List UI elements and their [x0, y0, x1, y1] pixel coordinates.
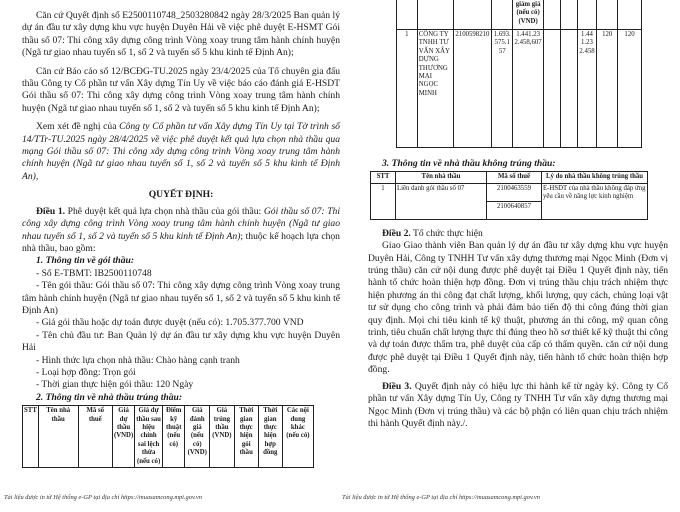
loser-tax-1: 2100463559: [487, 183, 542, 201]
col-eval-price: Giá đánh giá (nếu có) (VND): [185, 406, 210, 468]
col-contract-time: Thời gian thực hiện hợp đồng: [258, 406, 282, 468]
section-2-title: 2. Thông tin về nhà thầu trúng thầu:: [36, 391, 183, 403]
decision-title: QUYẾT ĐỊNH:: [148, 189, 214, 201]
left-column: [22, 0, 340, 468]
article-3: [368, 381, 668, 431]
info-package-name: - Tên gói thầu: Gói thầu số 07: Thi công xây dựng công trình Vòng xoay trung tâm hành chính huyện (Ngã tư giao nhau tuyến số 1, số 2 và tuyến số 5 khu kinh tế Định An): [22, 280, 341, 316]
col-stt: STT: [23, 406, 39, 468]
winner-discount: 1.441.232.458,607: [513, 30, 544, 148]
winner-name: CÔNG TY TNHH TƯ VẤN XÂY DỰNG THƯƠNG MẠI NGỌC MINH: [417, 30, 453, 148]
loser-col-reason: Lý do nhà thầu không trúng thầu: [542, 172, 648, 183]
loser-tax-2: 2100640857: [487, 201, 542, 219]
section-3-title: 3. Thông tin về nhà thầu không trúng thầu:: [382, 158, 556, 169]
winner-bid: 1.693.575.157: [492, 30, 513, 148]
loser-table: [370, 171, 648, 219]
winner-table-header: [22, 405, 314, 468]
winner-days-1: 120: [597, 30, 618, 148]
para3-lead: Xem xét đề nghị của: [36, 121, 120, 133]
article-1-italic: Gói thầu số 07: Thi công xây dựng công trình Vòng xoay trung tâm hành chính huyện (Ngã tư giao nhau tuyến số 1, số 2 và tuyến số 5 khu kinh tế Định An): [22, 205, 340, 242]
winner-stt: 1: [397, 30, 418, 148]
table-row: [397, 30, 642, 148]
loser-col-tax: Mã số thuế: [487, 172, 542, 183]
table-row: [23, 406, 314, 468]
loser-col-stt: STT: [371, 172, 396, 183]
table-row: [397, 0, 642, 30]
loser-name: Liên danh gói thầu số 07: [396, 183, 487, 219]
info-contract-type: - Loại hợp đồng: Trọn gói: [36, 366, 136, 378]
col-tech-score: Điểm kỹ thuật (nếu có): [163, 406, 185, 468]
winner-table-continued: [396, 0, 642, 148]
col-award-price: Giá trúng thầu (VND): [210, 406, 235, 468]
article-2-text: Tổ chức thực hiện: [410, 227, 483, 239]
col-tax: Mã số thuế: [78, 406, 112, 468]
table-row: [371, 172, 648, 183]
col-other: Các nội dung khác (nếu có): [282, 406, 313, 468]
para3-italic: Công ty Cổ phần tư vấn Xây dựng Tín Uy tại Tờ trình số 14/TTr-TU.2025 ngày 28/4/2025 về việc phê duyệt kết quả lựa chọn nhà thầu qua mạng Gói thầu số 07: Thi công xây dựng công trình Vòng xoay trung tâm hành chính huyện (Ngã tư giao nhau tuyến số 1, số 2 và tuyến số 5 khu kinh tế Định An),: [22, 121, 340, 182]
loser-col-name: Tên nhà thầu: [396, 172, 487, 183]
col-corrected: Giá dự thầu sau hiệu chỉnh sai lệch thừa (nếu có): [135, 406, 163, 468]
basis-paragraph-2: Căn cứ Báo cáo số 12/BCĐG-TU.2025 ngày 23/4/2025 của Tổ chuyên gia đấu thầu Công ty Cổ phần tư vấn Xây dựng Tín Uy về việc báo cáo đánh giá E-HSDT Gói thầu số 07: Thi công xây dựng công trình Vòng xoay trung tâm hành chính huyện (Ngã tư giao nhau tuyến số 1, số 2 và tuyến số 5 khu kinh tế Định An);: [22, 65, 340, 114]
info-etbmt: - Số E-TBMT: IB2500110748: [36, 267, 152, 279]
winner-days-2: 120: [618, 30, 642, 148]
article-2-heading: [368, 228, 668, 240]
article-1-tail: ; thuộc kế hoạch lựa chọn nhà thầu, bao gồm:: [22, 230, 340, 254]
col-name: Tên nhà thầu: [38, 406, 78, 468]
article-2-body: Giao Giao thành viên Ban quản lý dự án đầu tư xây dựng khu vực huyện Duyên Hải, Công ty TNHH Tư vấn xây dựng thương mại Ngọc Minh (Đơn vị trúng thầu) căn cứ nội dung được phê duyệt tại Điều 1 Quyết định này, tiến hành tổ chức hoàn thiện hợp đồng. Đơn vị trúng thầu chịu trách nhiệm thực hiện phương án thi công đạt chất lượng, khối lượng, quy cách, chủng loại vật tư sử dụng cho công trình và phải đảm bảo tiến độ thi công đúng thời gian quy định. Mọi chi tiêu kinh tế kỹ thuật, phương án thi công, mỹ quan công trình, tiêu chuẩn chất lượng thực thi đúng theo hồ sơ thiết kế kỹ thuật thi công và dự toán được thẩm tra, phê duyệt của cấp có thẩm quyền. căn cứ nội dung được phê duyệt tại Điều 1 Quyết định này, tiến hành tổ chức hoàn thiện hợp đồng.: [368, 240, 668, 376]
info-selection-form: - Hình thức lựa chọn nhà thầu: Chào hàng cạnh tranh: [36, 354, 240, 366]
article-1-label: Điều 1.: [36, 205, 66, 217]
right-footer: Tài liệu được in từ Hệ thống e-GP tại địa chỉ https://muasamcong.mpi.gov.vn: [342, 494, 540, 501]
right-column: [368, 0, 668, 430]
info-duration: - Thời gian thực hiện gói thầu: 120 Ngày: [36, 379, 194, 391]
col-pkg-time: Thời gian thực hiện gói thầu: [234, 406, 258, 468]
col-bid: Giá dự thầu (VND): [112, 406, 134, 468]
basis-paragraph-3: [22, 121, 340, 183]
right-page: [340, 0, 680, 512]
article-1-text: Phê duyệt kết quả lựa chọn nhà thầu của gói thầu:: [65, 205, 264, 217]
loser-stt: 1: [371, 183, 396, 219]
article-3-label: Điều 3.: [382, 380, 412, 392]
info-investor: - Tên chủ đầu tư: Ban Quản lý dự án đầu tư xây dựng khu vực huyện Duyên Hải: [22, 329, 340, 354]
section-1-title: 1. Thông tin về gói thầu:: [36, 255, 135, 267]
winner-price: 1.441.232.458: [577, 30, 597, 148]
left-footer: Tài liệu được in từ Hệ thống e-GP tại địa chỉ https://muasamcong.mpi.gov.vn: [4, 494, 202, 501]
table-row: [371, 183, 648, 201]
info-package-price: - Giá gói thầu hoặc dự toán được duyệt (nếu có): 1.705.377.700 VND: [36, 317, 304, 329]
article-1: [22, 206, 340, 256]
col-discount: giảm giá (nếu có) (VND): [513, 0, 544, 30]
basis-paragraph-1: Căn cứ Quyết định số E2500110748_2503280842 ngày 28/3/2025 Ban quản lý dự án đầu tư xây dựng khu vực huyện Duyên Hải về việc phê duyệt E-HSMT Gói thầu số 07: Thi công xây dựng công trình Vòng xoay trung tâm hành chính huyện (Ngã tư giao nhau tuyến số 1, số 2 và tuyến số 5 khu kinh tế Định An);: [22, 10, 340, 59]
winner-tax: 2100598210: [453, 30, 492, 148]
loser-reason: E-HSDT của nhà thầu không đáp ứng yêu cầu về năng lực kinh nghiệm: [542, 183, 648, 219]
article-3-body: Quyết định này có hiệu lực thi hành kể từ ngày ký. Công ty Cổ phần tư vấn Xây dựng Tín Uy, Công ty TNHH Tư vấn xây dựng thương mại Ngọc Minh (Đơn vị trúng thầu) và các bộ phận có liên quan chịu trách nhiệm thi hành Quyết định này./.: [368, 380, 669, 429]
article-2-label: Điều 2.: [382, 227, 411, 239]
